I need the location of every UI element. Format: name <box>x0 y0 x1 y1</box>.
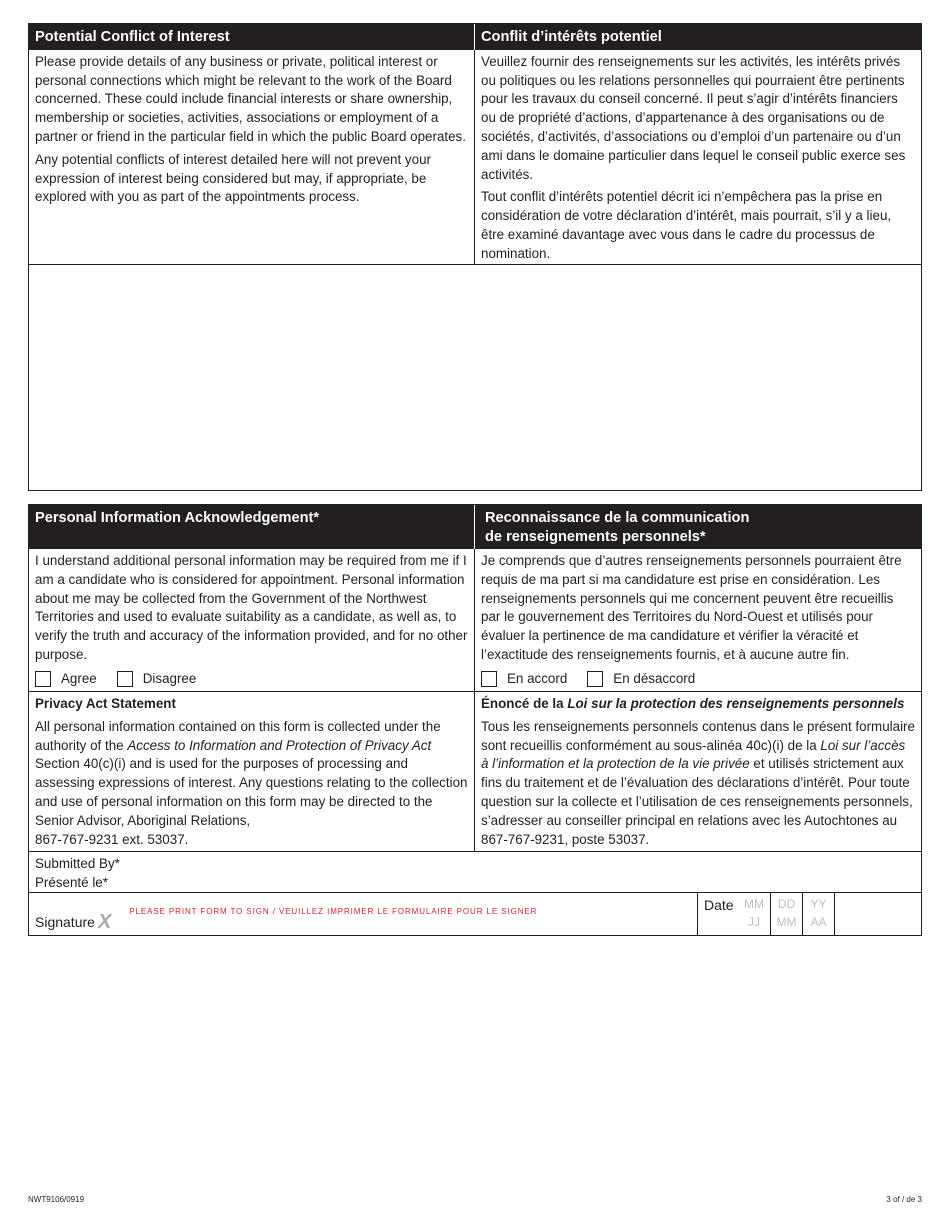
ack-fr-options <box>481 670 915 689</box>
date-jj-hint: JJ <box>748 915 760 929</box>
privacy-en-phone: 867-767-9231 ext. 53037. <box>35 831 189 847</box>
privacy-title-fr-prefix: Énoncé de la <box>481 696 568 711</box>
date-aa-hint: AA <box>810 915 827 929</box>
en-desaccord-checkbox[interactable] <box>587 671 603 687</box>
signature-field[interactable] <box>29 893 697 935</box>
privacy-en-text-a: All personal information contained on this form is collected under the authority of the <box>35 718 441 753</box>
privacy-en-act-name: Access to Information and Protection of Privacy Act <box>127 737 432 753</box>
ack-en-options <box>35 670 468 689</box>
disagree-checkbox[interactable] <box>117 671 133 687</box>
privacy-title-en: Privacy Act Statement <box>35 696 176 711</box>
privacy-statement <box>29 692 921 851</box>
page-number: 3 of / de 3 <box>886 1195 922 1204</box>
privacy-fr-column <box>474 692 921 851</box>
date-filler <box>834 893 921 935</box>
conflict-details-field[interactable] <box>29 265 921 493</box>
acknowledgement-section <box>28 504 922 936</box>
ack-title-en: Personal Information Acknowledgement* <box>35 510 320 526</box>
conflict-fr-column <box>474 50 921 264</box>
ack-en-text: I understand additional personal information may be required from me if I am a candidate who is considered for appointment. Personal information about me may be collected from the Government of the Northwest Territories and used to evaluate suitability as a candidate, as well as, to verify the truth and accuracy of the information provided, and for no other purpose. <box>35 553 468 662</box>
form-code: NWT9106/0919 <box>28 1195 85 1204</box>
presente-le-label: Présenté le* <box>35 874 108 890</box>
conflict-section <box>28 23 922 491</box>
date-yy-hint: YY <box>810 897 827 911</box>
submitted-by-field[interactable] <box>29 852 921 892</box>
privacy-en-column <box>29 692 474 851</box>
ack-title-fr <box>474 505 921 549</box>
signature-x-icon: X <box>97 911 112 933</box>
conflict-instructions <box>29 50 921 264</box>
en-accord-label: En accord <box>507 670 568 686</box>
submitted-by-label: Submitted By* <box>35 856 120 871</box>
date-day-field[interactable] <box>770 893 802 935</box>
disagree-label: Disagree <box>142 670 197 686</box>
privacy-fr-text-b: et utilisés strictement aux fins du traitement et de l’évaluation des déclarations d’intérêt. Pour toute question sur la collecte et l’utilisation de ces renseignements personnels, s’adresser au conseiller principal en relations avec les Autochtones au 867-767-9231, poste 53037. <box>481 756 913 847</box>
date-dd-hint: DD <box>777 897 796 911</box>
privacy-fr-act-name: Loi sur l’accès à l’information et la protection de la vie privée <box>481 737 906 772</box>
ack-header <box>29 505 921 549</box>
conflict-fr-paragraph-1: Veuillez fournir des renseignements sur les activités, les intérêts privés ou politiques ou les relations personnelles qui pourraient être pertinents pour les travaux du conseil concerné. Il peut s’agir d’intérêts financiers ou de propriété d’actions, d’appartenance à des organisations ou de sociétés, d’activités, d’associations ou d’emploi d’un partenaire ou d’un ami dans le domaine particulier dans lequel le conseil public exerce ses activités. <box>481 53 906 182</box>
privacy-fr-text <box>481 718 915 850</box>
privacy-title-fr <box>481 695 915 714</box>
en-accord-checkbox[interactable] <box>481 671 497 687</box>
ack-body <box>29 549 921 691</box>
conflict-title-en: Potential Conflict of Interest <box>35 29 230 45</box>
print-to-sign-note: PLEASE PRINT FORM TO SIGN / VEUILLEZ IMPRIMER LE FORMULAIRE POUR LE SIGNER <box>129 907 538 917</box>
conflict-en-paragraph-2: Any potential conflicts of interest detailed here will not prevent your expression of interest being considered but may, if appropriate, be explored with you as part of the appointments process. <box>35 151 431 205</box>
date-mm-hint: MM <box>744 897 764 911</box>
privacy-en-text-b: Section 40(c)(i) and is used for the purposes of processing and assessing expressions of interest. Any questions relating to the collection and use of personal information on this form may be directed to the Senior Advisor, Aboriginal Relations, <box>35 756 468 828</box>
date-year-field[interactable] <box>802 893 834 935</box>
agree-checkbox[interactable] <box>35 671 51 687</box>
ack-title-fr-line-2: de renseignements personnels* <box>485 528 706 545</box>
date-label: Date <box>704 897 734 913</box>
conflict-en-column <box>29 50 474 264</box>
date-group <box>697 893 921 935</box>
signature-label: Signature <box>35 914 95 931</box>
privacy-fr-text-a: Tous les renseignements personnels contenus dans le présent formulaire sont recueillis conformément au sous-alinéa 40c)(i) de la <box>481 718 915 753</box>
ack-title-fr-line-1: Reconnaissance de la communication <box>485 510 750 526</box>
date-mm-fr-hint: MM <box>776 915 797 929</box>
agree-label: Agree <box>61 670 97 686</box>
privacy-en-text <box>35 718 468 850</box>
signature-row <box>29 893 921 935</box>
privacy-title-fr-act: Loi sur la protection des renseignements personnels <box>567 696 905 711</box>
ack-fr-text: Je comprends que d’autres renseignements personnels pourraient être requis de ma part si ma candidature est prise en considération. Les renseignements personnels qui me concernent peuvent être recueillis par le gouvernement des Territoires du Nord-Ouest et utilisés pour évaluer la pertinence de ma candidature et vérifier la véracité et l’exactitude des renseignements fournis, et à aucune autre fin. <box>481 553 902 662</box>
conflict-title-fr: Conflit d’intérêts potentiel <box>474 24 921 50</box>
conflict-fr-paragraph-2: Tout conflit d’intérêts potentiel décrit ici n’empêchera pas la prise en considération de votre déclaration d’intérêt, mais pourrait, s’il y a lieu, être examiné davantage avec vous dans le cadre du processus de nomination. <box>481 189 892 261</box>
ack-fr-column <box>474 549 921 691</box>
conflict-header <box>29 24 921 50</box>
conflict-en-paragraph-1: Please provide details of any business or private, political interest or personal connections which might be relevant to the work of the Board concerned. These could include financial interests or share ownership, membership or societies, activities, associations or employment of a partner or friend in the particular field in which the public Board operates. <box>35 53 466 144</box>
ack-en-column <box>29 549 474 691</box>
en-desaccord-label: En désaccord <box>613 670 696 686</box>
date-month-field[interactable] <box>738 893 770 935</box>
